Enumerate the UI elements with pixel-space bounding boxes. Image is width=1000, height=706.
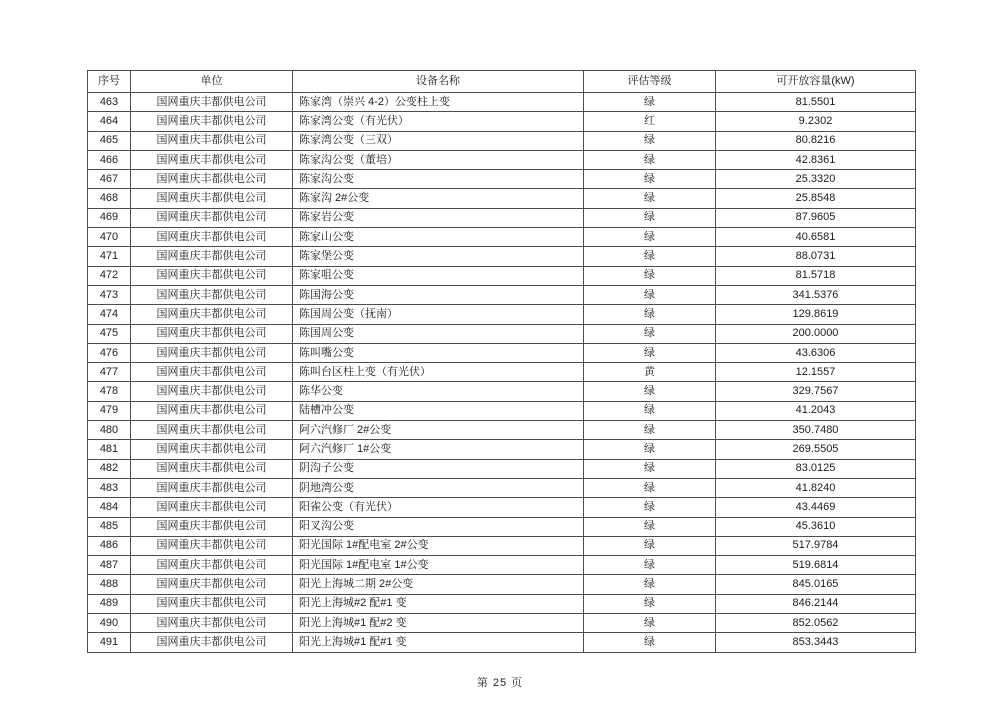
cell-grade: 绿 <box>584 594 716 613</box>
cell-serial: 480 <box>88 421 131 440</box>
table-row <box>88 459 916 478</box>
cell-capacity: 42.8361 <box>716 150 916 169</box>
cell-serial: 483 <box>88 478 131 497</box>
cell-capacity: 83.0125 <box>716 459 916 478</box>
table-row <box>88 614 916 633</box>
cell-device-name: 阿六汽修厂 1#公变 <box>293 440 584 459</box>
cell-unit: 国网重庆丰都供电公司 <box>131 594 293 613</box>
cell-capacity: 9.2302 <box>716 112 916 131</box>
cell-capacity: 200.0000 <box>716 324 916 343</box>
cell-device-name: 陈国周公变（抚南） <box>293 305 584 324</box>
table-row <box>88 401 916 420</box>
cell-grade: 绿 <box>584 440 716 459</box>
cell-device-name: 阳叉沟公变 <box>293 517 584 536</box>
cell-grade: 绿 <box>584 478 716 497</box>
cell-unit: 国网重庆丰都供电公司 <box>131 305 293 324</box>
cell-unit: 国网重庆丰都供电公司 <box>131 401 293 420</box>
cell-serial: 477 <box>88 363 131 382</box>
cell-unit: 国网重庆丰都供电公司 <box>131 536 293 555</box>
cell-serial: 465 <box>88 131 131 150</box>
cell-serial: 473 <box>88 285 131 304</box>
table-row <box>88 633 916 652</box>
cell-serial: 463 <box>88 93 131 112</box>
cell-unit: 国网重庆丰都供电公司 <box>131 170 293 189</box>
table-row <box>88 305 916 324</box>
cell-serial: 485 <box>88 517 131 536</box>
cell-unit: 国网重庆丰都供电公司 <box>131 440 293 459</box>
cell-device-name: 陈家沟公变 <box>293 170 584 189</box>
cell-device-name: 陆槽冲公变 <box>293 401 584 420</box>
cell-capacity: 129.8619 <box>716 305 916 324</box>
cell-serial: 482 <box>88 459 131 478</box>
cell-capacity: 25.8548 <box>716 189 916 208</box>
cell-device-name: 陈叫台区柱上变（有光伏） <box>293 363 584 382</box>
cell-capacity: 40.6581 <box>716 228 916 247</box>
column-header-unit: 单位 <box>131 71 293 93</box>
cell-grade: 绿 <box>584 266 716 285</box>
cell-grade: 绿 <box>584 305 716 324</box>
cell-grade: 绿 <box>584 556 716 575</box>
cell-serial: 484 <box>88 498 131 517</box>
cell-capacity: 846.2144 <box>716 594 916 613</box>
cell-capacity: 12.1557 <box>716 363 916 382</box>
table-row <box>88 285 916 304</box>
cell-grade: 绿 <box>584 536 716 555</box>
column-header-device-name: 设备名称 <box>293 71 584 93</box>
cell-capacity: 80.8216 <box>716 131 916 150</box>
cell-capacity: 852.0562 <box>716 614 916 633</box>
cell-unit: 国网重庆丰都供电公司 <box>131 189 293 208</box>
cell-device-name: 陈家湾公变（有光伏） <box>293 112 584 131</box>
cell-capacity: 25.3320 <box>716 170 916 189</box>
table-row <box>88 93 916 112</box>
cell-grade: 绿 <box>584 324 716 343</box>
cell-unit: 国网重庆丰都供电公司 <box>131 498 293 517</box>
cell-capacity: 88.0731 <box>716 247 916 266</box>
table-row <box>88 228 916 247</box>
cell-capacity: 519.6814 <box>716 556 916 575</box>
cell-serial: 476 <box>88 343 131 362</box>
table-row <box>88 536 916 555</box>
cell-capacity: 43.6306 <box>716 343 916 362</box>
table-row <box>88 421 916 440</box>
table-body <box>88 93 916 653</box>
cell-unit: 国网重庆丰都供电公司 <box>131 382 293 401</box>
cell-unit: 国网重庆丰都供电公司 <box>131 266 293 285</box>
cell-unit: 国网重庆丰都供电公司 <box>131 208 293 227</box>
cell-device-name: 陈家沟 2#公变 <box>293 189 584 208</box>
column-header-serial: 序号 <box>88 71 131 93</box>
cell-unit: 国网重庆丰都供电公司 <box>131 112 293 131</box>
cell-serial: 472 <box>88 266 131 285</box>
cell-unit: 国网重庆丰都供电公司 <box>131 614 293 633</box>
cell-device-name: 陈家湾（崇兴 4-2）公变柱上变 <box>293 93 584 112</box>
cell-device-name: 陈家咀公变 <box>293 266 584 285</box>
table-row <box>88 556 916 575</box>
cell-serial: 470 <box>88 228 131 247</box>
column-header-grade: 评估等级 <box>584 71 716 93</box>
cell-serial: 475 <box>88 324 131 343</box>
cell-capacity: 853.3443 <box>716 633 916 652</box>
cell-serial: 478 <box>88 382 131 401</box>
cell-unit: 国网重庆丰都供电公司 <box>131 324 293 343</box>
cell-capacity: 87.9605 <box>716 208 916 227</box>
cell-serial: 468 <box>88 189 131 208</box>
table-row <box>88 343 916 362</box>
cell-serial: 488 <box>88 575 131 594</box>
cell-grade: 绿 <box>584 131 716 150</box>
column-header-capacity: 可开放容量(kW) <box>716 71 916 93</box>
cell-device-name: 阳光上海城#1 配#1 变 <box>293 633 584 652</box>
cell-serial: 471 <box>88 247 131 266</box>
cell-capacity: 81.5718 <box>716 266 916 285</box>
cell-serial: 474 <box>88 305 131 324</box>
cell-device-name: 阳光国际 1#配电室 1#公变 <box>293 556 584 575</box>
cell-grade: 绿 <box>584 285 716 304</box>
table-row <box>88 170 916 189</box>
table-row <box>88 247 916 266</box>
cell-grade: 红 <box>584 112 716 131</box>
cell-capacity: 45.3610 <box>716 517 916 536</box>
cell-capacity: 269.5505 <box>716 440 916 459</box>
cell-unit: 国网重庆丰都供电公司 <box>131 131 293 150</box>
cell-device-name: 陈家湾公变（三双） <box>293 131 584 150</box>
cell-capacity: 81.5501 <box>716 93 916 112</box>
cell-device-name: 陈华公变 <box>293 382 584 401</box>
cell-unit: 国网重庆丰都供电公司 <box>131 575 293 594</box>
cell-grade: 黄 <box>584 363 716 382</box>
cell-device-name: 阳光上海城#1 配#2 变 <box>293 614 584 633</box>
cell-unit: 国网重庆丰都供电公司 <box>131 363 293 382</box>
cell-capacity: 41.2043 <box>716 401 916 420</box>
cell-serial: 487 <box>88 556 131 575</box>
cell-unit: 国网重庆丰都供电公司 <box>131 150 293 169</box>
cell-device-name: 陈家山公变 <box>293 228 584 247</box>
table-row <box>88 189 916 208</box>
cell-grade: 绿 <box>584 170 716 189</box>
cell-capacity: 517.9784 <box>716 536 916 555</box>
cell-grade: 绿 <box>584 614 716 633</box>
table-row <box>88 594 916 613</box>
cell-capacity: 329.7567 <box>716 382 916 401</box>
cell-grade: 绿 <box>584 575 716 594</box>
table-row <box>88 575 916 594</box>
cell-unit: 国网重庆丰都供电公司 <box>131 343 293 362</box>
cell-serial: 491 <box>88 633 131 652</box>
cell-grade: 绿 <box>584 150 716 169</box>
table-row <box>88 363 916 382</box>
cell-serial: 467 <box>88 170 131 189</box>
cell-grade: 绿 <box>584 93 716 112</box>
cell-unit: 国网重庆丰都供电公司 <box>131 633 293 652</box>
cell-serial: 479 <box>88 401 131 420</box>
cell-serial: 490 <box>88 614 131 633</box>
cell-capacity: 350.7480 <box>716 421 916 440</box>
cell-unit: 国网重庆丰都供电公司 <box>131 517 293 536</box>
page-number: 第 25 页 <box>476 677 524 689</box>
cell-grade: 绿 <box>584 459 716 478</box>
cell-serial: 469 <box>88 208 131 227</box>
cell-grade: 绿 <box>584 247 716 266</box>
table-row <box>88 478 916 497</box>
cell-device-name: 阳雀公变（有光伏） <box>293 498 584 517</box>
cell-unit: 国网重庆丰都供电公司 <box>131 556 293 575</box>
cell-grade: 绿 <box>584 228 716 247</box>
cell-capacity: 341.5376 <box>716 285 916 304</box>
table-row <box>88 498 916 517</box>
cell-grade: 绿 <box>584 498 716 517</box>
table-row <box>88 131 916 150</box>
cell-grade: 绿 <box>584 401 716 420</box>
cell-device-name: 阳光国际 1#配电室 2#公变 <box>293 536 584 555</box>
table-row <box>88 112 916 131</box>
cell-unit: 国网重庆丰都供电公司 <box>131 459 293 478</box>
cell-grade: 绿 <box>584 421 716 440</box>
cell-grade: 绿 <box>584 208 716 227</box>
cell-unit: 国网重庆丰都供电公司 <box>131 228 293 247</box>
table-row <box>88 266 916 285</box>
cell-device-name: 陈国周公变 <box>293 324 584 343</box>
table-row <box>88 71 916 93</box>
cell-device-name: 阿六汽修厂 2#公变 <box>293 421 584 440</box>
table-row <box>88 517 916 536</box>
cell-serial: 489 <box>88 594 131 613</box>
table-row <box>88 150 916 169</box>
cell-device-name: 陈叫嘴公变 <box>293 343 584 362</box>
cell-device-name: 陈家岩公变 <box>293 208 584 227</box>
cell-unit: 国网重庆丰都供电公司 <box>131 421 293 440</box>
cell-device-name: 阴沟子公变 <box>293 459 584 478</box>
cell-unit: 国网重庆丰都供电公司 <box>131 93 293 112</box>
table-row <box>88 324 916 343</box>
cell-device-name: 陈国海公变 <box>293 285 584 304</box>
table-row <box>88 208 916 227</box>
cell-grade: 绿 <box>584 517 716 536</box>
capacity-table <box>87 70 916 653</box>
cell-unit: 国网重庆丰都供电公司 <box>131 247 293 266</box>
cell-serial: 481 <box>88 440 131 459</box>
table-row <box>88 440 916 459</box>
cell-serial: 466 <box>88 150 131 169</box>
cell-grade: 绿 <box>584 189 716 208</box>
cell-unit: 国网重庆丰都供电公司 <box>131 285 293 304</box>
cell-unit: 国网重庆丰都供电公司 <box>131 478 293 497</box>
cell-device-name: 陈家堡公变 <box>293 247 584 266</box>
cell-serial: 464 <box>88 112 131 131</box>
cell-capacity: 43.4469 <box>716 498 916 517</box>
cell-grade: 绿 <box>584 633 716 652</box>
cell-serial: 486 <box>88 536 131 555</box>
cell-grade: 绿 <box>584 343 716 362</box>
cell-device-name: 阳光上海城#2 配#1 变 <box>293 594 584 613</box>
table-row <box>88 382 916 401</box>
cell-device-name: 阳光上海城二期 2#公变 <box>293 575 584 594</box>
cell-device-name: 阴地湾公变 <box>293 478 584 497</box>
cell-grade: 绿 <box>584 382 716 401</box>
cell-capacity: 845.0165 <box>716 575 916 594</box>
cell-device-name: 陈家沟公变（董培） <box>293 150 584 169</box>
cell-capacity: 41.8240 <box>716 478 916 497</box>
table-header-row <box>88 71 916 93</box>
